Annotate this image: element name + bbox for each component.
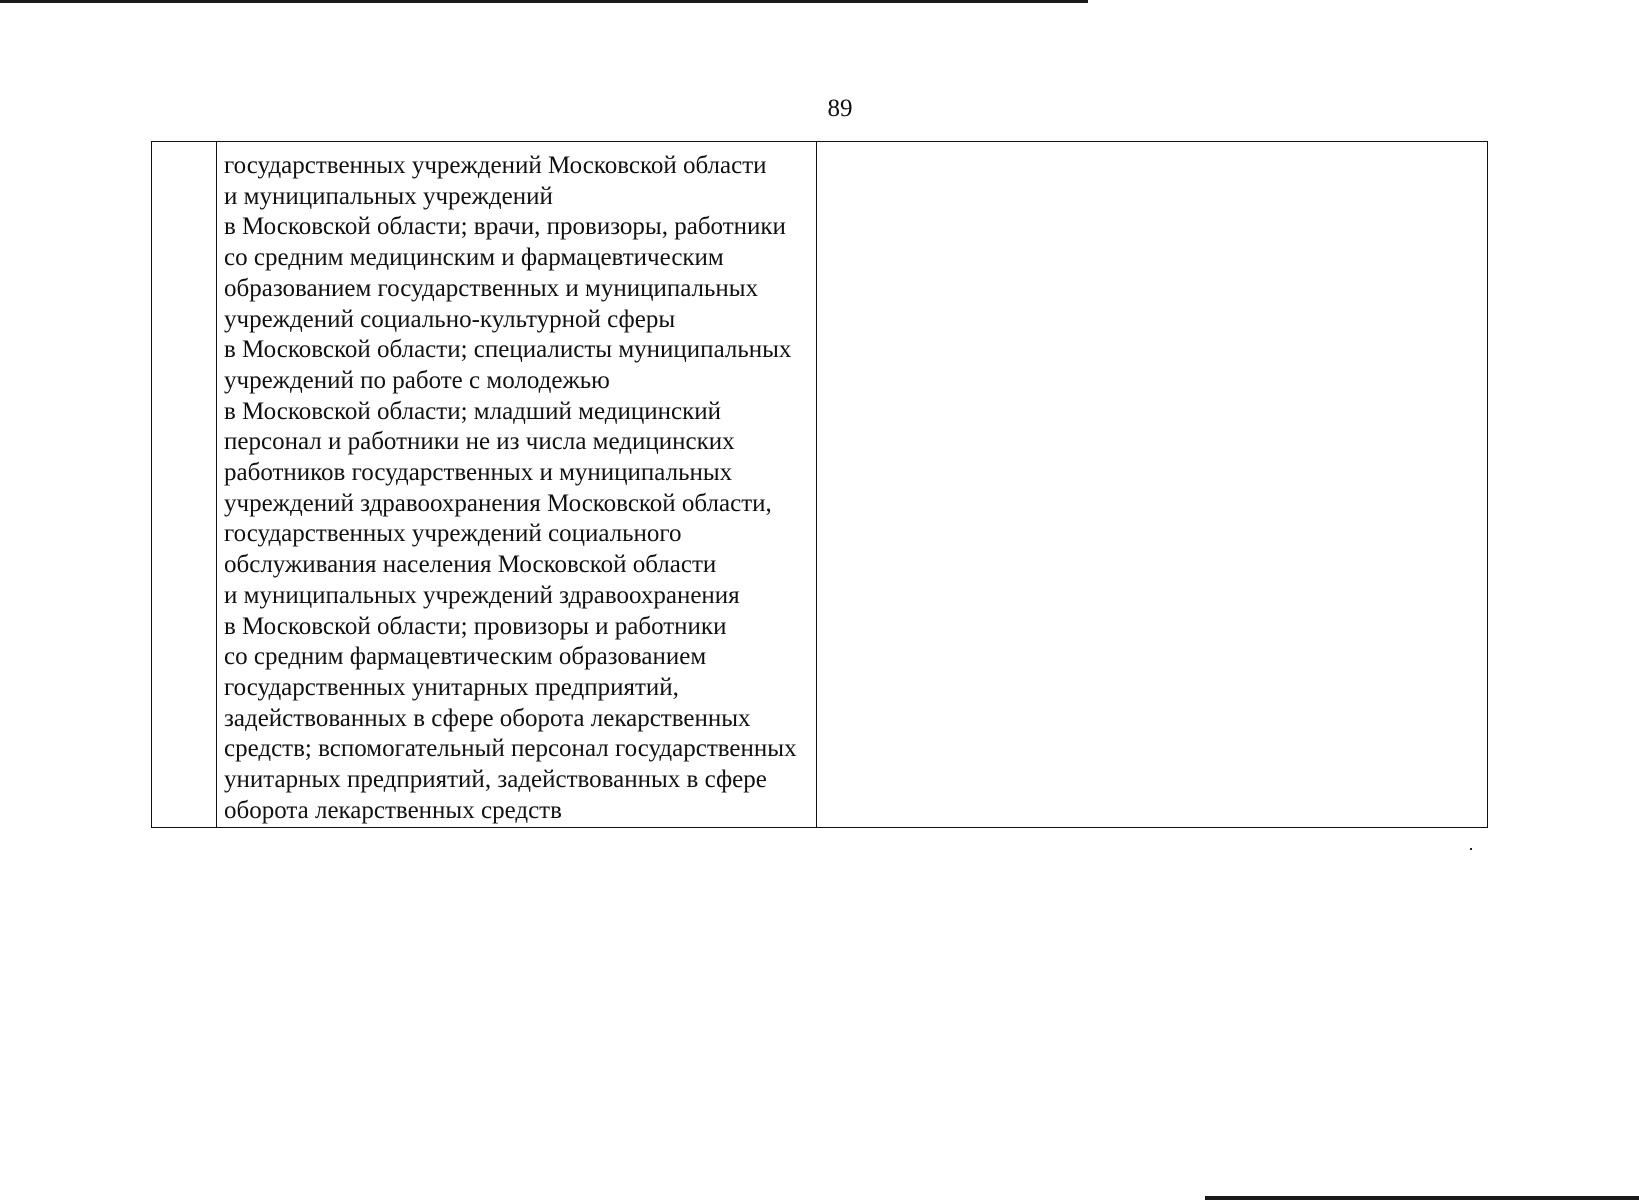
text-line: учреждений по работе с молодежью — [224, 366, 610, 394]
category-description-cell — [217, 142, 817, 827]
row-number-cell — [152, 142, 217, 827]
text-line: задействованных в сфере оборота лекарственных — [224, 704, 751, 732]
text-line: в Московской области; врачи, провизоры, работники — [224, 213, 786, 241]
text-line: обслуживания населения Московской области — [224, 551, 717, 579]
text-line: средств; вспомогательный персонал государственных — [224, 735, 797, 763]
text-line: в Московской области; провизоры и работники — [224, 612, 727, 640]
scan-edge-top — [0, 0, 1088, 3]
text-line: и муниципальных учреждений здравоохранения — [224, 581, 740, 609]
scan-speck — [1470, 848, 1472, 850]
text-line: образованием государственных и муниципальных — [224, 274, 759, 302]
empty-right-cell — [817, 142, 1487, 827]
page-number: 89 — [827, 95, 853, 122]
text-line: оборота лекарственных средств — [224, 796, 562, 824]
scan-edge-bottom-right — [1205, 1196, 1639, 1200]
text-line: государственных учреждений социального — [224, 520, 682, 548]
text-line: со средним фармацевтическим образованием — [224, 643, 707, 671]
document-table — [151, 141, 1488, 828]
text-line: работников государственных и муниципальных — [224, 459, 733, 487]
text-line: учреждений социально-культурной сферы — [224, 305, 676, 333]
text-line: в Московской области; младший медицинский — [224, 397, 721, 425]
text-line: государственных унитарных предприятий, — [224, 673, 679, 701]
text-line: унитарных предприятий, задействованных в сфере — [224, 766, 767, 794]
text-line: в Московской области; специалисты муниципальных — [224, 336, 792, 364]
text-line: персонал и работники не из числа медицинских — [224, 428, 735, 456]
text-line: государственных учреждений Московской области — [224, 152, 767, 179]
text-line: учреждений здравоохранения Московской области, — [224, 489, 772, 517]
text-line: со средним медицинским и фармацевтическим — [224, 244, 724, 272]
text-line: и муниципальных учреждений — [224, 182, 553, 210]
